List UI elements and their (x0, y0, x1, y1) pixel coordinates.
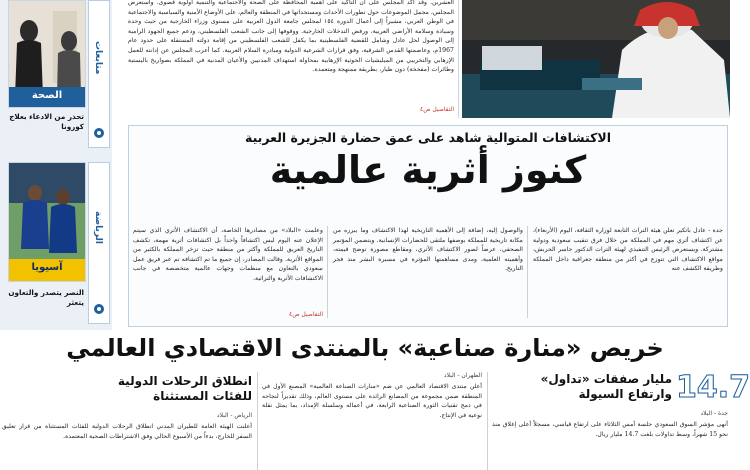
feature-column-middle (333, 226, 523, 321)
flights-title-line2[interactable]: للفئات المستثناة (153, 389, 252, 403)
market-title-line2[interactable]: وارتفاع السيولة (578, 387, 672, 401)
story-flights (2, 372, 252, 470)
market-title-line1[interactable]: مليار صفقات «تداول» (540, 372, 672, 386)
section-label-sports: الرياضة (93, 211, 103, 244)
market-dateline: جدة - البلاد (700, 410, 728, 417)
feature-column-left (133, 226, 323, 321)
section-marker-icon (93, 127, 105, 139)
flights-dateline: الرياض - البلاد (216, 412, 252, 419)
health-thumbnail[interactable] (8, 0, 86, 108)
industry-dateline: الظهران - البلاد (443, 372, 482, 379)
sidebar-tab-followups[interactable] (88, 0, 110, 148)
main-headline[interactable]: خريص «منارة صناعية» بالمنتدى الاقتصادي العالمي (66, 334, 664, 362)
meeting-photo-image (462, 0, 730, 118)
top-story-text: العشرين. وقد أكد المجلس على أن التأكيد على أهمية المحافظة على الصحة والاجتماعية والتنمية أولوية قصوى. واستعرض المجلس، مجمل الموضوعات حول تطورات الأحداث ومستجداتها في المنطقة والعالم، على الأوضاع الأمنية والسياسية والاجتماعية في الوطن العربي، مشيراً إلى أعمال الدورة ١٥٤ لمجلس جامعة الدول العربية على مستوى وزراء الخارجية من حيث وحدة وسيادة وسلامة الأراضي العربية، ورفض التدخلات الخارجية. ووقوفها إلى جانب الشعب الفلسطيني، ودعم جميع الجهود الرامية إلى الوصول لحل عادل وشامل للقضية الفلسطينية بما يكفل للشعب الفلسطيني من إقامة دولته المستقلة على حدود عام 1967م، وعاصمتها القدس الشرقية، وفق قرارات الشرعية الدولية ومبادرة السلام العربية. كما أعرب المجلس عن إدانته للعمل الإرهابي والتخريبي من الميليشيات الحوثية الإرهابية بمحاولة استهداف المدنيين والأعيان المدنية في المملكة بصواريخ باليستية وطائرات (مفخخة) دون طيار، بطريقة ممنهجة ومتعمدة. (128, 0, 454, 74)
sidebar-tab-sports[interactable] (88, 162, 110, 324)
health-caption: الصحة (31, 90, 63, 101)
feature-column-right (533, 226, 723, 321)
top-story (128, 0, 456, 118)
industry-text: أعلن منتدى الاقتصاد العالمي عن ضم «منارات الصناعة العالمية» المصنع الأول في المنطقة ضمن مجموعة من المصانع الرائدة على مستوى العالم، وذلك تقديراً لنجاحه في دمج تقنيات الثورة الصناعية الرابعة، في أعماله وسلسلة الإمداد، بما يمثل نقلة نوعية في الإنتاج. (262, 383, 482, 419)
feature-column-text: والوصول إليه، إضافة إلى الأهمية التاريخية لهذا الاكتشاف وما يبرزه من مكانة تاريخية للمملكة بوصفها ملتقى للحضارات الإنسانية. ويتضمن المؤتمر الصحفي، عرضاً لصور الاكتشاف الأثري، ومقاطع مصورة توضح قيمته، وأهميته العلمية، ومدى مساهمتها المؤثرة في مسيرة البشر منذ فجر التاريخ. (333, 227, 523, 273)
story-industry (262, 372, 482, 470)
top-story-continue-link[interactable]: التفاصيل ص٤ (419, 106, 454, 113)
sidebar (0, 0, 112, 330)
feature-column-text: وعلمت «البلاد» من مصادرها الخاصة، أن الاكتشاف الأثري الذي سيتم الإعلان عنه اليوم ليس اكتشافاً واحداً بل اكتشافات أثرية مهمة، تكشف التاريخ العريق للمملكة وأكثر من منطقة حيث تزخر المملكة بالكثير من المواقع الأثرية. وقالت المصادر، إن جميع ما تم اكتشافه تم عبر فريق عمل سعودي بالتعاون مع منظمات وجهات عالمية متخصصة في جانب الاكتشافات الأثرية والتراثية. (133, 227, 323, 282)
feature-kicker: الاكتشافات المتوالية شاهد على عمق حضارة الجزيرة العربية (245, 130, 611, 145)
column-divider (327, 226, 328, 318)
flights-text: أعلنت الهيئة العامة للطيران المدني انطلاق الرحلات الدولية للفئات المستثناة من قرار تعليق السفر للخارج، بدءاً من الأسبوع الحالي وفق الاشتراطات الصحية المعتمدة. (2, 423, 252, 440)
section-label-followups: متابعات (93, 41, 103, 75)
flights-title-line1[interactable]: انطلاق الرحلات الدولية (117, 374, 252, 388)
column-divider (257, 372, 258, 470)
column-divider (527, 226, 528, 318)
sports-caption: آسيويا (31, 262, 63, 273)
feature-continue-link[interactable]: التفاصيل ص٤ (288, 311, 323, 318)
sports-headline[interactable]: النصر يتصدر والتعاون يتعثر (8, 288, 84, 307)
sports-thumbnail[interactable] (8, 162, 86, 282)
market-figure: 14.7 (676, 370, 750, 405)
feature-title[interactable]: كنوز أثرية عالمية (269, 148, 587, 192)
column-divider (487, 372, 488, 470)
feature-box (128, 125, 728, 327)
feature-column-text: جدة - عادل باتكير تعلن هيئة التراث التابعة لوزارة الثقافة، اليوم (الأربعاء)، عن اكتشاف أثري مهم في المملكة من خلال فرق تنقيب سعودية ودولية مشتركة. ويستعرض الرئيس التنفيذي لهيئة التراث الدكتور جاسر الحربش، مواقع الاكتشاف التي تتوزع في أكثر من منطقة جغرافية داخل المملكة وطريقة الكشف عنه (533, 227, 723, 273)
health-headline[interactable]: تحذر من الادعاء بعلاج كورونا (9, 112, 84, 131)
top-story-photo[interactable] (462, 0, 730, 118)
market-text: أنهى مؤشر السوق السعودي جلسة أمس الثلاثاء على ارتفاع قياسي، مسجلاً أعلى إغلاق منذ نحو 15 شهراً، وسط تداولات بلغت 14.7 مليار ريال. (492, 421, 728, 438)
column-divider (458, 0, 459, 118)
section-marker-icon (93, 303, 105, 315)
story-market (492, 370, 750, 470)
